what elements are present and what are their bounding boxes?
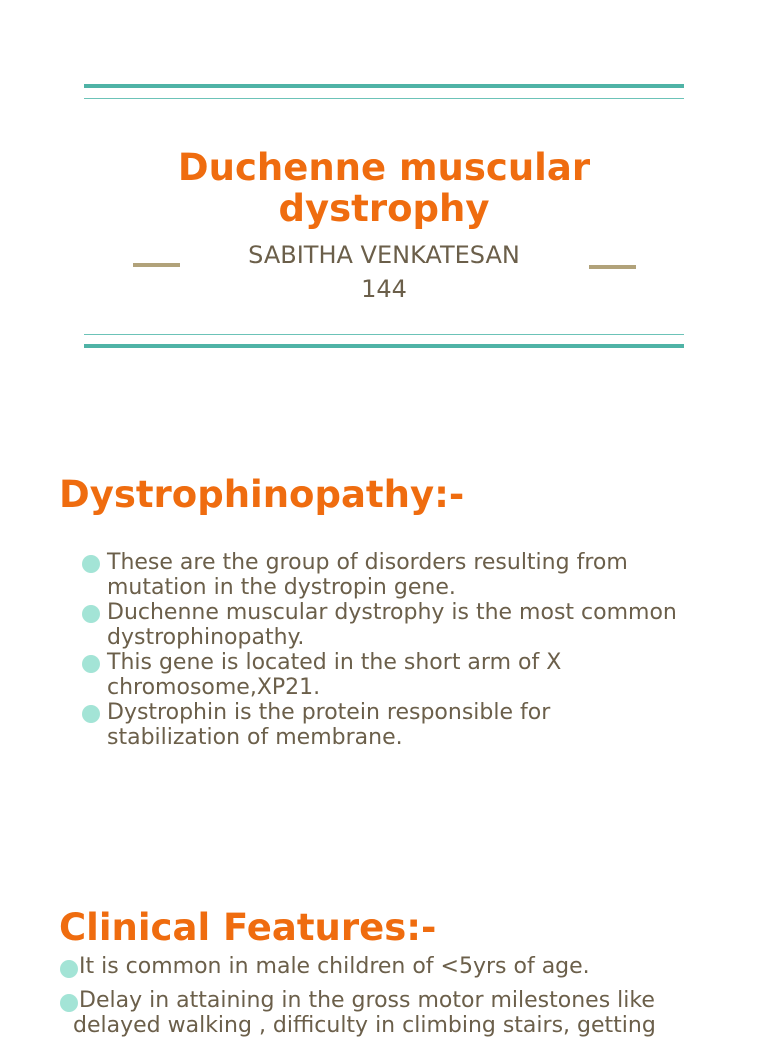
roll-number: 144 <box>361 275 407 303</box>
bullet-dot-icon <box>82 555 100 573</box>
bullet-dot-icon <box>82 605 100 623</box>
list-item <box>107 600 747 650</box>
top-thick-rule <box>84 84 684 88</box>
list-item-text-line-1: Duchenne muscular dystrophy is the most common <box>107 600 677 625</box>
title-slide <box>0 0 768 380</box>
bottom-thin-rule <box>84 334 684 335</box>
dystrophinopathy-bullet-list <box>107 550 747 750</box>
list-item-text-line-1: These are the group of disorders resulting from <box>107 550 628 575</box>
title-line-2: dystrophy <box>278 187 490 230</box>
section-heading-dystrophinopathy: Dystrophinopathy:- <box>59 473 465 516</box>
bullet-dot-icon <box>82 655 100 673</box>
presentation-title <box>84 147 684 229</box>
list-item <box>107 550 747 600</box>
clinical-features-bullet-list <box>73 954 759 1047</box>
list-item <box>73 988 759 1038</box>
list-item-text-line-2: delayed walking , difficulty in climbing stairs, getting <box>73 1013 656 1038</box>
list-item <box>79 954 759 979</box>
section-heading-clinical-features: Clinical Features:- <box>59 906 437 949</box>
bullet-dot-icon <box>60 994 78 1012</box>
list-item-text-line-2: mutation in the dystropin gene. <box>107 575 456 600</box>
bullet-dot-icon <box>82 705 100 723</box>
top-thin-rule <box>84 98 684 99</box>
list-item-text-line-2: stabilization of membrane. <box>107 725 403 750</box>
list-item-text-line-2: dystrophinopathy. <box>107 625 305 650</box>
title-line-1: Duchenne muscular <box>177 146 591 189</box>
bullet-dot-icon <box>60 960 78 978</box>
list-item-text-line-2: chromosome,XP21. <box>107 675 321 700</box>
list-item-text-line-1: It is common in male children of <5yrs of age. <box>79 954 590 979</box>
list-item-text-line-1: Dystrophin is the protein responsible for <box>107 700 551 725</box>
list-item <box>107 650 747 700</box>
list-item-text-line-1: Delay in attaining in the gross motor milestones like <box>79 988 655 1013</box>
list-item <box>107 700 747 750</box>
list-item-text-line-1: This gene is located in the short arm of X <box>107 650 562 675</box>
bottom-thick-rule <box>84 344 684 348</box>
author-name: SABITHA VENKATESAN <box>248 241 520 269</box>
